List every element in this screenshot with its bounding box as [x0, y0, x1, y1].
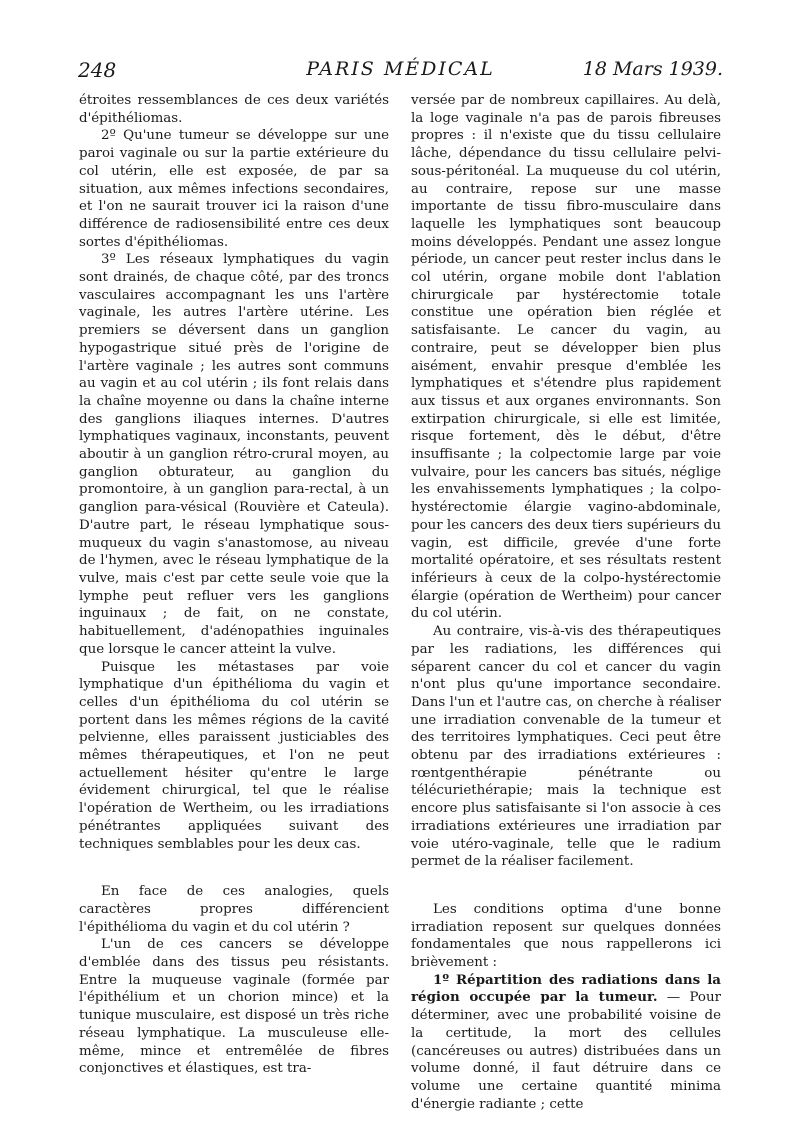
- paragraph: Les conditions optima d'une bonne irradiation reposent sur quelques données fondamentales que nous rappellerons ici brièvement :: [411, 901, 721, 971]
- section-text: — Pour déterminer, avec une probabilité voisine de la certitude, la mort des cellules (cancéreuses ou autres) distribuées dans un volume donné, il faut détruire dans ce volume une certaine quantité minima d'énergie radiante ; cette: [411, 990, 721, 1112]
- page-header: [78, 58, 723, 84]
- paragraph: versée par de nombreux capillaires. Au delà, la loge vaginale n'a pas de parois fibreuses propres : il n'existe que du tissu cellulaire lâche, dépendance du tissu cellulaire pelvi-sous-péritonéal. La muqueuse du col utérin, au contraire, repose sur une masse importante de tissu fibro-musculaire dans laquelle les lymphatiques sont beaucoup moins développés. Pendant une assez longue période, un cancer peut rester inclus dans le col utérin, organe mobile dont l'ablation chirurgicale par hystérectomie totale constitue une opération bien réglée et satisfaisante. Le cancer du vagin, au contraire, peut se développer bien plus aisément, envahir presque d'emblée les lymphatiques et s'étendre plus rapidement aux tissus et aux organes environnants. Son extirpation chirurgicale, si elle est limitée, risque fortement, dès le début, d'être insuffisante ; la colpectomie large par voie vulvaire, pour les cancers bas situés, néglige les envahissements lymphatiques ; la colpo-hystérectomie élargie vagino-abdominale, pour les cancers des deux tiers supérieurs du vagin, est difficile, grevée d'une forte mortalité opératoire, et ses résultats restent inférieurs à ceux de la colpo-hystérectomie élargie (opération de Wertheim) pour cancer du col utérin.: [411, 93, 721, 622]
- left-column: [79, 92, 389, 1078]
- journal-title: PARIS MÉDICAL: [306, 58, 495, 80]
- paragraph: L'un de ces cancers se développe d'emblée dans des tissus peu résistants. Entre la muqueuse vaginale (formée par l'épithélium et un chorion mince) et la tunique musculaire, est disposé un très riche réseau lymphatique. La musculeuse elle-même, mince et entremêlée de fibres conjonctives et élastiques, est tra-: [79, 937, 389, 1077]
- right-column: [411, 92, 721, 1113]
- section-paragraph: [411, 972, 721, 1114]
- section-heading: 1º Répartition des radiations dans la région occupée par la tumeur.: [411, 971, 721, 1006]
- issue-date: 18 Mars 1939.: [582, 58, 723, 80]
- paragraph: Au contraire, vis-à-vis des thérapeutiques par les radiations, les différences qui séparent cancer du col et cancer du vagin n'ont plus qu'une importance secondaire. Dans l'un et l'autre cas, on cherche à réaliser une irradiation convenable de la tumeur et des territoires lymphatiques. Ceci peut être obtenu par des irradiations extérieures : rœntgenthérapie pénétrante ou télécuriethérapie; mais la technique est encore plus satisfaisante si l'on associe à ces irradiations extérieures une irradiation par voie utéro-vaginale, telle que le radium permet de la réaliser facilement.: [411, 624, 721, 870]
- paragraph: 3º Les réseaux lymphatiques du vagin sont drainés, de chaque côté, par des troncs vasculaires accompagnant les uns l'artère vaginale, les autres l'artère utérine. Les premiers se déversent dans un ganglion hypogastrique situé près de l'origine de l'artère vaginale ; les autres sont communs au vagin et au col utérin ; ils font relais dans la chaîne moyenne ou dans la chaîne interne des ganglions iliaques internes. D'autres lymphatiques vaginaux, inconstants, peuvent aboutir à un ganglion rétro-crural moyen, au ganglion obturateur, au ganglion du promontoire, à un ganglion para-rectal, à un ganglion para-vésical (Rouvière et Cateula). D'autre part, le réseau lymphatique sous-muqueux du vagin s'anastomose, au niveau de l'hymen, avec le réseau lymphatique de la vulve, mais c'est par cette seule voie que la lymphe peut refluer vers les ganglions inguinaux ; de fait, on ne constate, habituellement, d'adénopathies inguinales que lorsque le cancer atteint la vulve.: [79, 252, 389, 657]
- paragraph: 2º Qu'une tumeur se développe sur une paroi vaginale ou sur la partie extérieure du col utérin, elle est exposée, de par sa situation, aux mêmes infections secondaires, et l'on ne saurait trouver ici la raison d'une différence de radiosensibilité entre ces deux sortes d'épithéliomas.: [79, 128, 389, 250]
- paragraph: étroites ressemblances de ces deux variétés d'épithéliomas.: [79, 93, 389, 126]
- paragraph: En face de ces analogies, quels caractères propres différencient l'épithélioma du vagin et du col utérin ?: [79, 884, 389, 935]
- page-number: 248: [78, 58, 117, 82]
- paragraph: Puisque les métastases par voie lymphatique d'un épithélioma du vagin et celles d'un épithélioma du col utérin se portent dans les mêmes régions de la cavité pelvienne, elles paraissent justiciables des mêmes thérapeutiques, et l'on ne peut actuellement hésiter qu'entre le large évidement chirurgical, tel que le réalise l'opération de Wertheim, ou les irradiations pénétrantes appliquées suivant des techniques semblables pour les deux cas.: [79, 659, 389, 852]
